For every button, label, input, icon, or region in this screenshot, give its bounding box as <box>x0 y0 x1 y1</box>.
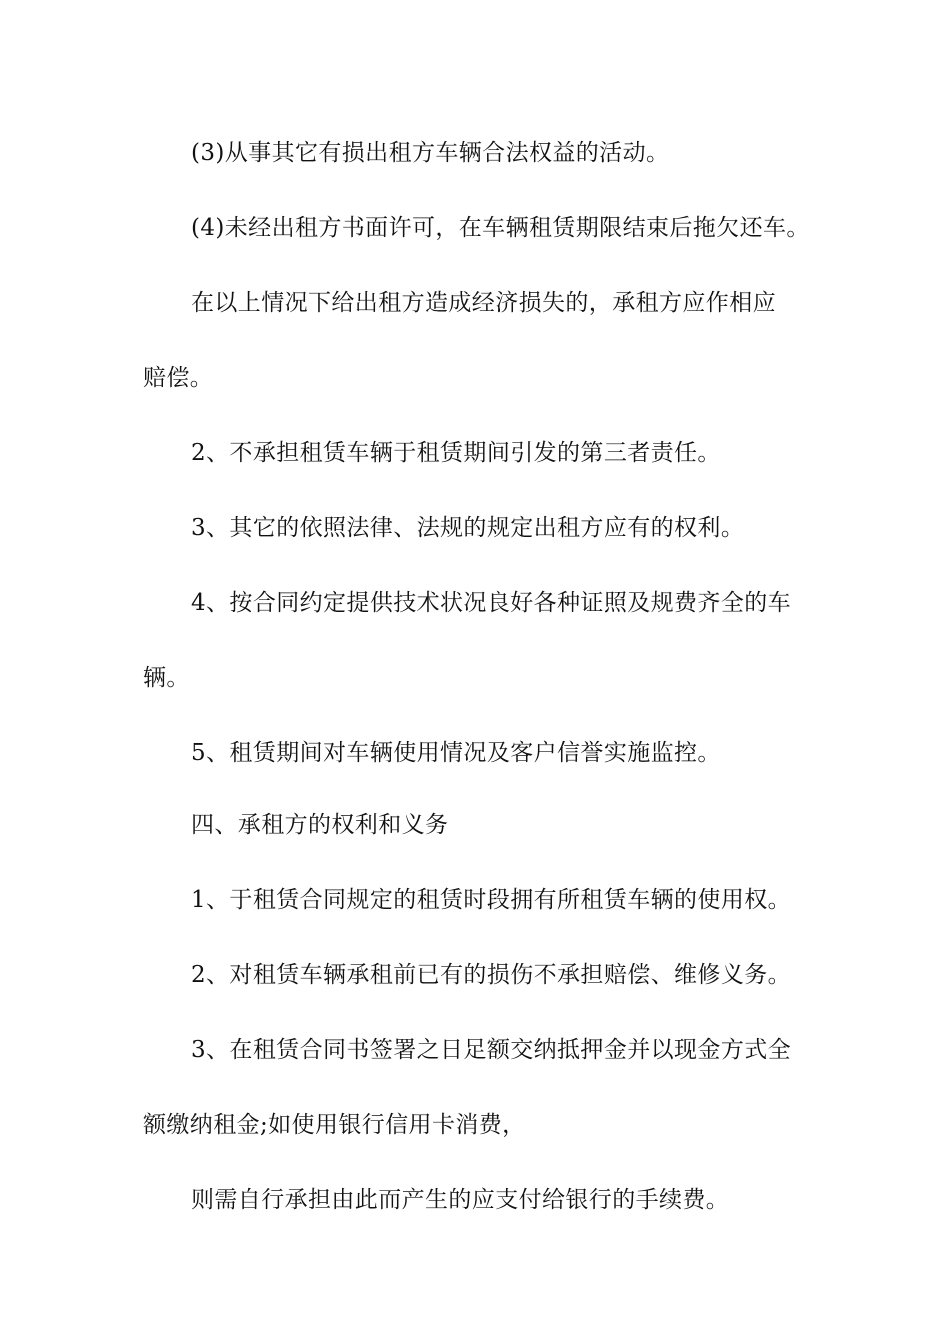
text-line: 1、于租赁合同规定的租赁时段拥有所租赁车辆的使用权。 <box>191 887 792 913</box>
text-line: (3)从事其它有损出租方车辆合法权益的活动。 <box>191 140 670 166</box>
text-line: 3、在租赁合同书签署之日足额交纳抵押金并以现金方式全 <box>191 1037 792 1063</box>
text-line: 额缴纳租金;如使用银行信用卡消费， <box>143 1112 526 1138</box>
text-line: 2、不承担租赁车辆于租赁期间引发的第三者责任。 <box>191 440 721 466</box>
text-line: 辆。 <box>143 665 190 691</box>
text-line: (4)未经出租方书面许可，在车辆租赁期限结束后拖欠还车。 <box>191 215 810 241</box>
section-heading: 四、承租方的权利和义务 <box>191 812 449 838</box>
text-line: 4、按合同约定提供技术状况良好各种证照及规费齐全的车 <box>191 590 792 616</box>
text-line: 3、其它的依照法律、法规的规定出租方应有的权利。 <box>191 515 745 541</box>
text-line: 则需自行承担由此而产生的应支付给银行的手续费。 <box>191 1187 730 1213</box>
text-line: 5、租赁期间对车辆使用情况及客户信誉实施监控。 <box>191 740 721 766</box>
text-line: 赔偿。 <box>143 365 214 391</box>
text-line: 在以上情况下给出租方造成经济损失的，承租方应作相应 <box>191 290 776 316</box>
text-line: 2、对租赁车辆承租前已有的损伤不承担赔偿、维修义务。 <box>191 962 792 988</box>
